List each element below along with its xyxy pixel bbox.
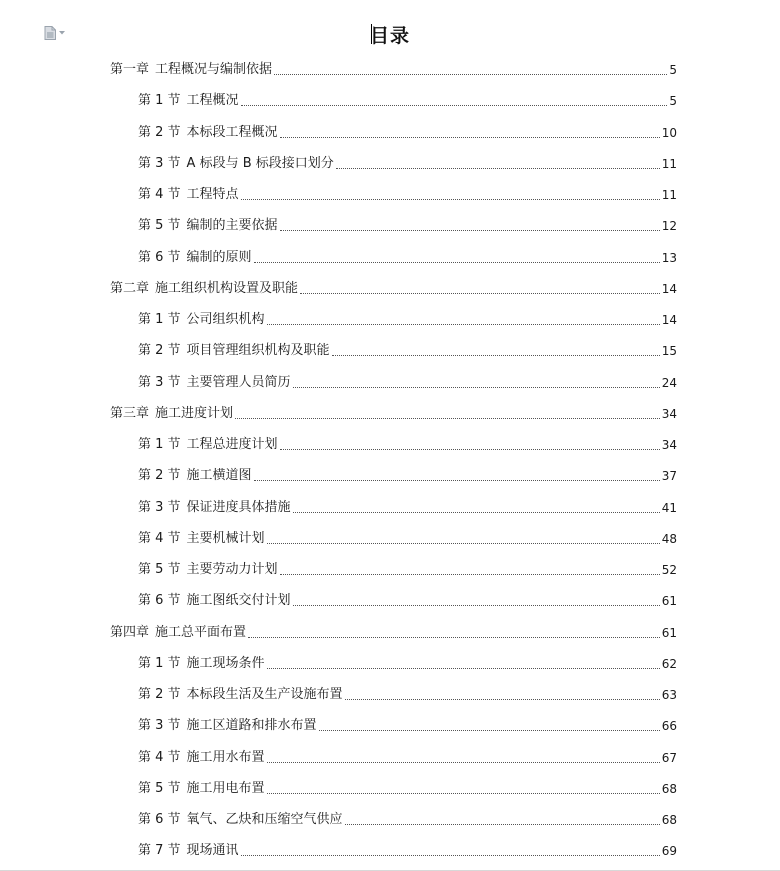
toc-entry-label bbox=[110, 405, 233, 423]
toc-section-entry[interactable] bbox=[138, 124, 677, 142]
toc-dot-leader bbox=[336, 168, 660, 169]
toc-entry-text: A 标段与 B 标段接口划分 bbox=[186, 155, 334, 171]
toc-entry-label bbox=[110, 280, 298, 298]
toc-dot-leader bbox=[332, 355, 660, 356]
toc-entry-number: 第 2 节 bbox=[138, 124, 181, 140]
toc-section-entry[interactable] bbox=[138, 686, 677, 704]
toc-entry-label bbox=[138, 342, 330, 360]
toc-entry-number: 第 2 节 bbox=[138, 687, 181, 702]
toc-page-number: 41 bbox=[661, 500, 677, 515]
toc-page-number: 13 bbox=[661, 250, 677, 265]
toc-chapter-entry[interactable] bbox=[110, 624, 677, 642]
toc-entry-label bbox=[138, 717, 317, 735]
toc-entry-label bbox=[138, 217, 278, 235]
toc-page-number: 15 bbox=[661, 344, 677, 359]
toc-page-number: 37 bbox=[661, 469, 677, 484]
page-title: 目录 bbox=[369, 25, 410, 47]
toc-entry-text: 施工区道路和排水布置 bbox=[186, 718, 317, 734]
toc-page-number: 61 bbox=[661, 625, 677, 640]
toc-chapter-entry[interactable] bbox=[110, 280, 677, 298]
toc-entry-number: 第 1 节 bbox=[138, 93, 181, 109]
toc-entry-label bbox=[138, 467, 252, 485]
toc-entry-number: 第 3 节 bbox=[138, 499, 181, 515]
toc-section-entry[interactable] bbox=[138, 717, 677, 735]
toc-entry-number: 第三章 bbox=[110, 405, 150, 421]
toc-page-number: 11 bbox=[661, 156, 677, 171]
toc-page-number: 24 bbox=[661, 375, 677, 390]
toc-entry-label bbox=[138, 124, 278, 142]
toc-page-number: 61 bbox=[661, 594, 677, 609]
toc-entry-text: 工程特点 bbox=[186, 187, 239, 202]
toc-entry-number: 第一章 bbox=[110, 62, 150, 77]
toc-dot-leader bbox=[254, 480, 660, 481]
toc-entry-text: 施工图纸交付计划 bbox=[186, 593, 291, 609]
toc-entry-number: 第 7 节 bbox=[138, 843, 181, 859]
toc-dot-leader bbox=[345, 824, 660, 825]
toc-entry-number: 第 2 节 bbox=[138, 343, 181, 359]
toc-entry-text: 施工总平面布置 bbox=[155, 624, 247, 640]
toc-entry-text: 公司组织机构 bbox=[186, 312, 265, 327]
toc-dot-leader bbox=[319, 730, 660, 731]
toc-entry-number: 第 4 节 bbox=[138, 749, 181, 765]
toc-page-number: 10 bbox=[661, 125, 677, 140]
toc-entry-label bbox=[138, 249, 252, 267]
toc-dot-leader bbox=[345, 699, 660, 700]
toc-page-number: 12 bbox=[661, 219, 677, 234]
toc-section-entry[interactable] bbox=[138, 342, 677, 360]
toc-entry-text: 项目管理组织机构及职能 bbox=[186, 343, 330, 359]
toc-section-entry[interactable] bbox=[138, 530, 677, 548]
toc-dot-leader bbox=[293, 605, 660, 606]
toc-entry-number: 第 5 节 bbox=[138, 562, 181, 577]
toc-entry-text: 工程总进度计划 bbox=[186, 437, 278, 452]
toc-entry-text: 施工用电布置 bbox=[186, 780, 265, 796]
toc-page-number: 69 bbox=[661, 844, 677, 859]
toc-dot-leader bbox=[267, 543, 660, 544]
toc-entry-label bbox=[138, 811, 343, 829]
toc-entry-label bbox=[138, 374, 291, 392]
toc-dot-leader bbox=[254, 262, 660, 263]
toc-entry-text: 氧气、乙炔和压缩空气供应 bbox=[186, 812, 343, 827]
toc-entry-label bbox=[138, 530, 265, 548]
toc-entry-text: 施工用水布置 bbox=[186, 749, 265, 765]
toc-section-entry[interactable] bbox=[138, 655, 677, 673]
toc-section-entry[interactable] bbox=[138, 217, 677, 235]
toc-page-number: 67 bbox=[661, 750, 677, 765]
toc-entry-number: 第 3 节 bbox=[138, 718, 181, 734]
toc-dot-leader bbox=[280, 449, 660, 450]
toc-section-entry[interactable] bbox=[138, 436, 677, 454]
toc-dot-leader bbox=[267, 762, 660, 763]
toc-page-number: 14 bbox=[661, 313, 677, 327]
toc-entry-label bbox=[138, 842, 239, 860]
toc-dot-leader bbox=[274, 74, 667, 75]
toc-page-number: 63 bbox=[661, 688, 677, 702]
toc-entry-text: 施工现场条件 bbox=[186, 655, 265, 671]
toc-dot-leader bbox=[267, 324, 660, 325]
toc-entry-label bbox=[110, 624, 246, 642]
toc-entry-number: 第四章 bbox=[110, 624, 150, 640]
toc-dot-leader bbox=[241, 105, 668, 106]
toc-section-entry[interactable] bbox=[138, 592, 677, 610]
toc-entry-text: 本标段工程概况 bbox=[186, 124, 278, 140]
toc-entry-number: 第二章 bbox=[110, 280, 150, 296]
toc-entry-label bbox=[138, 436, 278, 454]
toc-entry-label bbox=[138, 749, 265, 767]
toc-entry-number: 第 1 节 bbox=[138, 312, 181, 327]
toc-dot-leader bbox=[267, 668, 660, 669]
toc-section-entry[interactable] bbox=[138, 467, 677, 485]
toc-dot-leader bbox=[280, 137, 660, 138]
toc-section-entry[interactable] bbox=[138, 311, 677, 329]
toc-entry-number: 第 4 节 bbox=[138, 530, 181, 546]
toc-entry-text: 本标段生活及生产设施布置 bbox=[186, 687, 343, 702]
toc-page-number: 34 bbox=[661, 438, 677, 452]
toc-page-number: 52 bbox=[661, 563, 677, 577]
toc-dot-leader bbox=[280, 230, 660, 231]
toc-dot-leader bbox=[235, 418, 660, 419]
toc-page-number: 48 bbox=[661, 531, 677, 546]
toc-page-number: 68 bbox=[661, 781, 677, 796]
toc-page-number: 5 bbox=[669, 63, 677, 77]
toc-entry-number: 第 6 节 bbox=[138, 593, 181, 609]
toc-entry-text: 工程概况与编制依据 bbox=[155, 62, 273, 77]
toc-entry-number: 第 4 节 bbox=[138, 187, 181, 202]
toc-dot-leader bbox=[241, 855, 660, 856]
toc-entry-label bbox=[138, 561, 278, 579]
toc-section-entry[interactable] bbox=[138, 374, 677, 392]
toc-section-entry[interactable] bbox=[138, 499, 677, 517]
toc-entry-label bbox=[138, 92, 239, 110]
toc-entry-label bbox=[138, 780, 265, 798]
toc-entry-text: 现场通讯 bbox=[186, 843, 239, 859]
toc-page-number: 68 bbox=[661, 813, 677, 827]
toc-entry-number: 第 6 节 bbox=[138, 812, 181, 827]
toc-entry-text: 保证进度具体措施 bbox=[186, 499, 291, 515]
toc-dot-leader bbox=[248, 637, 660, 638]
toc-entry-text: 施工横道图 bbox=[186, 468, 252, 484]
toc-entry-number: 第 5 节 bbox=[138, 218, 181, 234]
toc-section-entry[interactable] bbox=[138, 749, 677, 767]
toc-page-number: 5 bbox=[669, 94, 677, 109]
toc-section-entry[interactable] bbox=[138, 249, 677, 267]
toc-entry-number: 第 3 节 bbox=[138, 374, 181, 390]
toc-entry-text: 施工进度计划 bbox=[155, 405, 234, 421]
toc-page-number: 11 bbox=[661, 188, 677, 202]
toc-entry-number: 第 6 节 bbox=[138, 249, 181, 265]
toc-entry-number: 第 1 节 bbox=[138, 437, 181, 452]
toc-entry-label bbox=[138, 592, 291, 610]
toc-section-entry[interactable] bbox=[138, 842, 677, 860]
toc-section-entry[interactable] bbox=[138, 186, 677, 204]
toc-entry-number: 第 1 节 bbox=[138, 655, 181, 671]
toc-entry-text: 工程概况 bbox=[186, 93, 239, 109]
toc-chapter-entry[interactable] bbox=[110, 61, 677, 79]
toc-entry-text: 编制的原则 bbox=[186, 249, 252, 265]
toc-entry-text: 编制的主要依据 bbox=[186, 218, 278, 234]
toc-dot-leader bbox=[300, 293, 660, 294]
toc-entry-label bbox=[138, 686, 343, 704]
toc-entry-label bbox=[138, 655, 265, 673]
toc-entry-text: 主要劳动力计划 bbox=[186, 562, 278, 577]
toc-section-entry[interactable] bbox=[138, 92, 677, 110]
toc-dot-leader bbox=[293, 512, 660, 513]
toc-dot-leader bbox=[267, 793, 660, 794]
toc-page-number: 34 bbox=[661, 406, 677, 421]
toc-dot-leader bbox=[241, 199, 660, 200]
toc-entry-label bbox=[138, 311, 265, 329]
toc-dot-leader bbox=[280, 574, 660, 575]
toc-section-entry[interactable] bbox=[138, 561, 677, 579]
toc-entry-text: 主要管理人员简历 bbox=[186, 374, 291, 390]
toc-entry-text: 主要机械计划 bbox=[186, 530, 265, 546]
toc-entry-label bbox=[138, 186, 239, 204]
toc-entry-number: 第 3 节 bbox=[138, 155, 181, 171]
toc-entry-number: 第 5 节 bbox=[138, 780, 181, 796]
toc-section-entry[interactable] bbox=[138, 811, 677, 829]
toc-section-entry[interactable] bbox=[138, 780, 677, 798]
toc-entry-label bbox=[138, 155, 334, 173]
toc-page-number: 66 bbox=[661, 719, 677, 734]
toc-page-number: 14 bbox=[661, 281, 677, 296]
toc-dot-leader bbox=[293, 387, 660, 388]
toc-chapter-entry[interactable] bbox=[110, 405, 677, 423]
toc-section-entry[interactable] bbox=[138, 155, 677, 173]
toc-entry-text: 施工组织机构设置及职能 bbox=[155, 280, 299, 296]
toc-page-number: 62 bbox=[661, 656, 677, 671]
toc-entry-label bbox=[110, 61, 272, 79]
toc-entry-number: 第 2 节 bbox=[138, 468, 181, 484]
toc-entry-label bbox=[138, 499, 291, 517]
